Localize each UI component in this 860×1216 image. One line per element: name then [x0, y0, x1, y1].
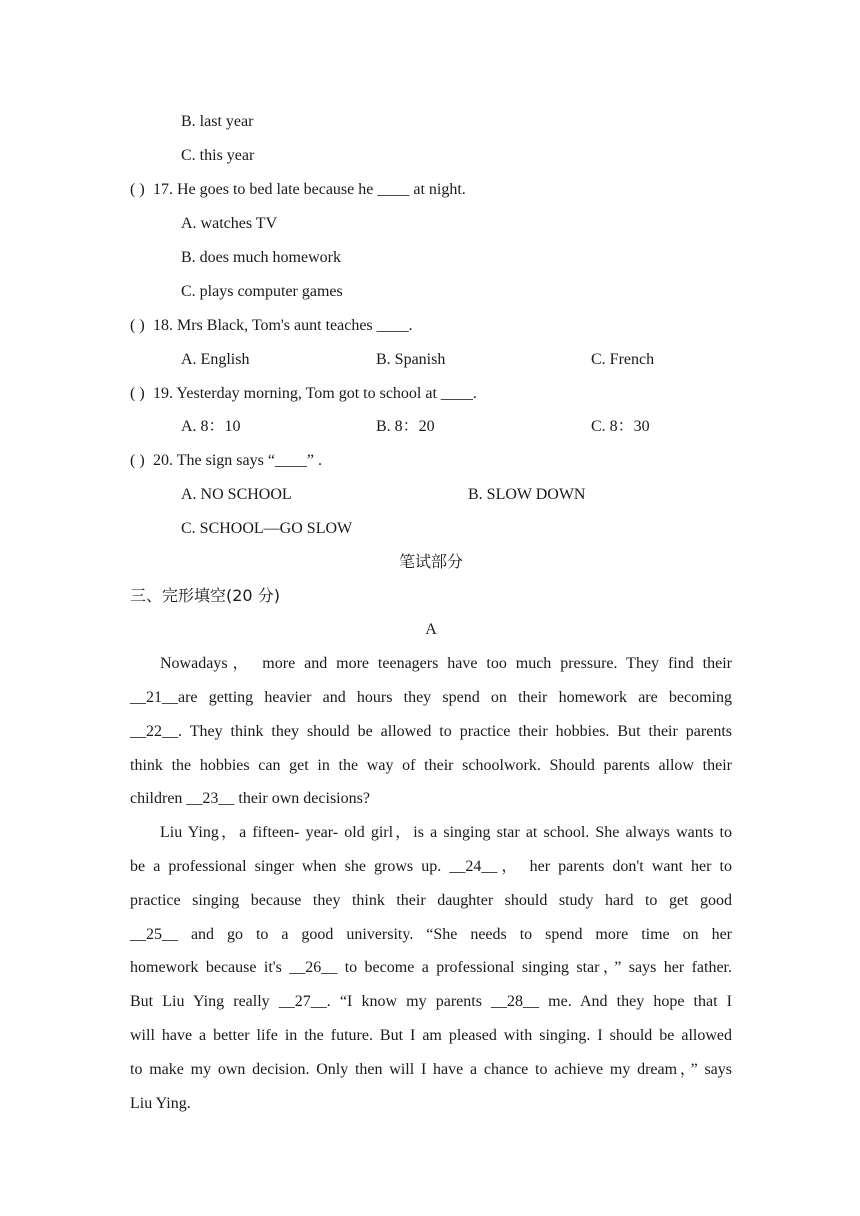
paragraph-2-line: will have a better life in the future. But I am pleased with singing. I should be allowed — [130, 1027, 732, 1044]
q16-option-b: B. last year — [181, 113, 254, 130]
paragraph-1-line: think the hobbies can get in the way of their schoolwork. Should parents allow their — [130, 757, 732, 774]
q17-option-c: C. plays computer games — [181, 283, 343, 300]
q20-option-b: B. SLOW DOWN — [468, 486, 586, 503]
question-text: 18. Mrs Black, Tom's aunt teaches ____. — [153, 317, 413, 334]
paragraph-2-line: homework because it's __26__ to become a professional singing star，” says her father. — [130, 959, 732, 976]
paragraph-1-line: Nowadays， more and more teenagers have too much pressure. They find their — [160, 655, 732, 672]
q19-option-c: C. 8：30 — [591, 418, 650, 435]
passage-label: A — [425, 621, 437, 638]
question-text: 19. Yesterday morning, Tom got to school at ____. — [153, 385, 477, 402]
paragraph-2-line: __25__ and go to a good university. “She needs to spend more time on her — [130, 926, 732, 943]
answer-blank: ( ) — [130, 385, 145, 402]
paragraph-2-line: to make my own decision. Only then will I have a chance to achieve my dream，” says — [130, 1061, 733, 1078]
paragraph-2-line: practice singing because they think their daughter should study hard to get good — [130, 892, 732, 909]
paragraph-2-line: Liu Ying. — [130, 1095, 191, 1112]
q18-option-a: A. English — [181, 351, 250, 368]
answer-blank: ( ) — [130, 452, 145, 469]
question-19 — [0, 377, 860, 411]
paragraph-1-line: __22__. They think they should be allowed to practice their hobbies. But their parents — [130, 723, 732, 740]
question-18 — [0, 309, 860, 343]
q17-option-b: B. does much homework — [181, 249, 341, 266]
q17-option-a: A. watches TV — [181, 215, 278, 232]
q18-option-b: B. Spanish — [376, 351, 446, 368]
paragraph-2-line: But Liu Ying really __27__. “I know my parents __28__ me. And they hope that I — [130, 993, 732, 1010]
q19-option-b: B. 8：20 — [376, 418, 435, 435]
question-17 — [0, 173, 860, 207]
paragraph-1-line: children __23__ their own decisions? — [130, 790, 370, 807]
q16-option-c: C. this year — [181, 147, 255, 164]
q19-option-a: A. 8：10 — [181, 418, 241, 435]
paragraph-2-line: Liu Ying，a fifteen- year- old girl，is a singing star at school. She always wants to — [160, 824, 733, 841]
question-text: 20. The sign says “____” . — [153, 452, 323, 469]
q20-option-a: A. NO SCHOOL — [181, 486, 292, 503]
answer-blank: ( ) — [130, 181, 145, 198]
q20-option-c: C. SCHOOL—GO SLOW — [181, 520, 353, 537]
paragraph-2-line: be a professional singer when she grows up. __24__， her parents don't want her to — [130, 858, 732, 875]
section-title: 三、完形填空(20 分) — [130, 586, 280, 605]
question-text: 17. He goes to bed late because he ____ at night. — [153, 181, 466, 198]
written-part-heading: 笔试部分 — [398, 552, 463, 571]
paragraph-1-line: __21__are getting heavier and hours they spend on their homework are becoming — [130, 689, 732, 706]
q18-option-c: C. French — [591, 351, 655, 368]
answer-blank: ( ) — [130, 317, 145, 334]
question-20 — [0, 444, 860, 478]
